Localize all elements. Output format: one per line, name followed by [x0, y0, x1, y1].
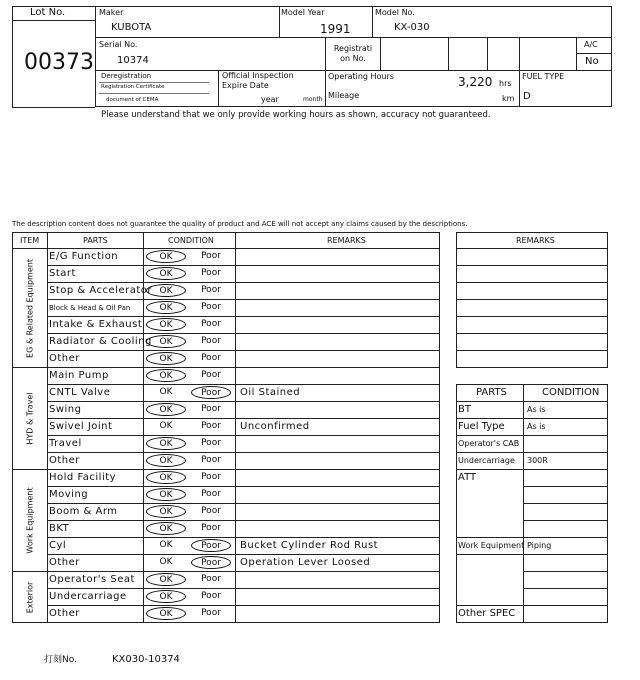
condition-cell	[143, 435, 235, 452]
condition-cell	[143, 418, 235, 435]
lot-label: Lot No.	[30, 7, 66, 18]
condition-cell	[143, 248, 235, 265]
condition-ok: OK	[146, 352, 186, 365]
operating-hours-value: 3,220	[458, 75, 493, 89]
part-label: Moving	[49, 489, 89, 500]
part-label: Start	[49, 268, 76, 279]
condition-ok: OK	[146, 250, 186, 263]
condition-poor: Poor	[191, 539, 231, 552]
footer-value: KX030-10374	[112, 654, 180, 665]
part-label: Other	[49, 455, 80, 466]
part-label: CNTL Valve	[49, 387, 111, 398]
model-year-value: 1991	[320, 22, 351, 36]
condition-cell	[143, 486, 235, 503]
condition-poor: Poor	[201, 421, 221, 431]
condition-cell	[143, 401, 235, 418]
condition-cell	[143, 588, 235, 605]
side-part-cab: Operator's CAB	[458, 439, 520, 448]
part-label: Main Pump	[49, 370, 109, 381]
part-label: Other	[49, 353, 80, 364]
condition-ok: OK	[146, 607, 186, 620]
condition-ok: OK	[159, 421, 173, 431]
condition-ok: OK	[146, 267, 186, 280]
part-label: Intake & Exhaust	[49, 319, 143, 330]
condition-cell	[143, 554, 235, 571]
condition-cell	[143, 605, 235, 622]
side-parts-header: PARTS	[476, 387, 507, 398]
condition-cell	[143, 469, 235, 486]
month-label: month	[303, 96, 323, 103]
condition-cell	[143, 537, 235, 554]
model-no-value: KX-030	[394, 22, 430, 33]
condition-poor: Poor	[201, 506, 221, 516]
side-cond-undercarriage: 300R	[527, 456, 548, 465]
condition-cell	[143, 367, 235, 384]
part-label: Stop & Accelerator	[49, 285, 153, 296]
part-label: Operator's Seat	[49, 574, 135, 585]
serial-label: Serial No.	[99, 40, 138, 49]
model-year-label: Model Year	[281, 8, 325, 17]
condition-poor: Poor	[201, 268, 221, 278]
model-no-label: Model No.	[375, 8, 415, 17]
condition-cell	[143, 571, 235, 588]
km-unit: km	[502, 94, 515, 103]
condition-cell	[143, 452, 235, 469]
part-label: Swivel Joint	[49, 421, 113, 432]
remark-text: Unconfirmed	[240, 421, 310, 432]
condition-ok: OK	[146, 301, 186, 314]
maker-label: Maker	[99, 8, 124, 17]
serial-value: 10374	[117, 55, 149, 66]
remark-text: Oil Stained	[240, 387, 301, 398]
part-label: BKT	[49, 523, 70, 534]
side-part-bt: BT	[458, 404, 471, 415]
item-header: ITEM	[20, 236, 40, 245]
part-label: Radiator & Cooling	[49, 336, 152, 347]
registration-label: Registrati on No.	[333, 44, 373, 63]
condition-ok: OK	[146, 488, 186, 501]
registration-certificate-label: Registration Certificate	[101, 84, 165, 90]
condition-cell	[143, 265, 235, 282]
condition-ok: OK	[146, 437, 186, 450]
remark-text: Operation Lever Loosed	[240, 557, 371, 568]
group-label-exterior: Exterior	[25, 581, 35, 614]
part-label: Boom & Arm	[49, 506, 118, 517]
mileage-label: Mileage	[328, 91, 360, 100]
remarks-header: REMARKS	[327, 236, 366, 245]
condition-cell	[143, 333, 235, 350]
condition-ok: OK	[146, 318, 186, 331]
condition-ok: OK	[146, 505, 186, 518]
condition-poor: Poor	[201, 574, 221, 584]
part-label: Undercarriage	[49, 591, 127, 602]
ac-label: A/C	[584, 40, 598, 49]
side-part-undercarriage: Undercarriage	[458, 456, 515, 465]
official-inspection-label: Official Inspection	[222, 71, 294, 80]
group-label-eg: EG & Related Equipment	[25, 259, 35, 358]
side-work-equipment-value: Piping	[527, 541, 552, 550]
condition-ok: OK	[159, 387, 173, 397]
condition-ok: OK	[159, 540, 173, 550]
condition-cell	[143, 282, 235, 299]
condition-poor: Poor	[201, 591, 221, 601]
side-work-equipment-label: Work Equipment	[458, 541, 525, 550]
condition-poor: Poor	[201, 523, 221, 533]
condition-ok: OK	[146, 454, 186, 467]
ac-value: No	[585, 56, 599, 67]
side-part-fuel: Fuel Type	[458, 421, 505, 432]
condition-poor: Poor	[201, 608, 221, 618]
side-condition-header: CONDITION	[542, 387, 600, 398]
side-cond-bt: As is	[527, 405, 546, 414]
disclaimer-text: The description content does not guarantee the quality of product and ACE will not accept any claims caused by the descriptions.	[12, 220, 468, 228]
operating-hours-label: Operating Hours	[328, 72, 394, 81]
condition-ok: OK	[146, 284, 186, 297]
remark-text: Bucket Cylinder Rod Rust	[240, 540, 379, 551]
parts-header: PARTS	[83, 236, 108, 245]
part-label: Hold Facility	[49, 472, 117, 483]
condition-ok: OK	[146, 335, 186, 348]
condition-ok: OK	[146, 590, 186, 603]
lot-number: 00373	[24, 50, 94, 75]
condition-cell	[143, 316, 235, 333]
footer-label: 打刻No.	[44, 655, 77, 665]
condition-cell	[143, 384, 235, 401]
side-part-att: ATT	[458, 472, 477, 483]
condition-header: CONDITION	[168, 236, 214, 245]
condition-poor: Poor	[201, 319, 221, 329]
hrs-unit: hrs	[499, 79, 512, 88]
group-label-work: Work Equipment	[25, 487, 35, 554]
maker-value: KUBOTA	[111, 22, 152, 33]
condition-cell	[143, 503, 235, 520]
group-label-hyd: HYD & Travel	[25, 392, 35, 445]
condition-poor: Poor	[201, 455, 221, 465]
side-cond-fuel: As is	[527, 422, 546, 431]
condition-cell	[143, 520, 235, 537]
condition-ok: OK	[159, 557, 173, 567]
condition-poor: Poor	[201, 336, 221, 346]
fuel-type-value: D	[523, 91, 531, 102]
condition-ok: OK	[146, 403, 186, 416]
condition-poor: Poor	[201, 489, 221, 499]
condition-cell	[143, 299, 235, 316]
condition-poor: Poor	[201, 302, 221, 312]
condition-poor: Poor	[201, 370, 221, 380]
part-label: Other	[49, 608, 80, 619]
condition-ok: OK	[146, 573, 186, 586]
condition-poor: Poor	[201, 353, 221, 363]
expire-date-label: Expire Date	[222, 81, 269, 90]
condition-poor: Poor	[201, 404, 221, 414]
condition-poor: Poor	[201, 472, 221, 482]
condition-poor: Poor	[191, 386, 231, 399]
condition-poor: Poor	[201, 285, 221, 295]
condition-poor: Poor	[201, 251, 221, 261]
year-label: year	[261, 95, 279, 104]
part-label: E/G Function	[49, 251, 119, 262]
condition-poor: Poor	[201, 438, 221, 448]
part-label: Block & Head & Oil Pan	[49, 304, 131, 312]
condition-cell	[143, 350, 235, 367]
hours-note: Please understand that we only provide working hours as shown, accuracy not guaranteed.	[101, 110, 491, 120]
condition-ok: OK	[146, 369, 186, 382]
part-label: Cyl	[49, 540, 67, 551]
condition-ok: OK	[146, 522, 186, 535]
document-label: document of CEMA	[106, 97, 159, 103]
fuel-type-label: FUEL TYPE	[522, 72, 565, 81]
condition-poor: Poor	[191, 556, 231, 569]
part-label: Swing	[49, 404, 82, 415]
part-label: Travel	[49, 438, 82, 449]
condition-ok: OK	[146, 471, 186, 484]
part-label: Other	[49, 557, 80, 568]
deregistration-label: Deregistration	[101, 72, 152, 80]
side-other-spec-label: Other SPEC	[458, 608, 516, 619]
right-remarks-header: REMARKS	[516, 236, 555, 245]
